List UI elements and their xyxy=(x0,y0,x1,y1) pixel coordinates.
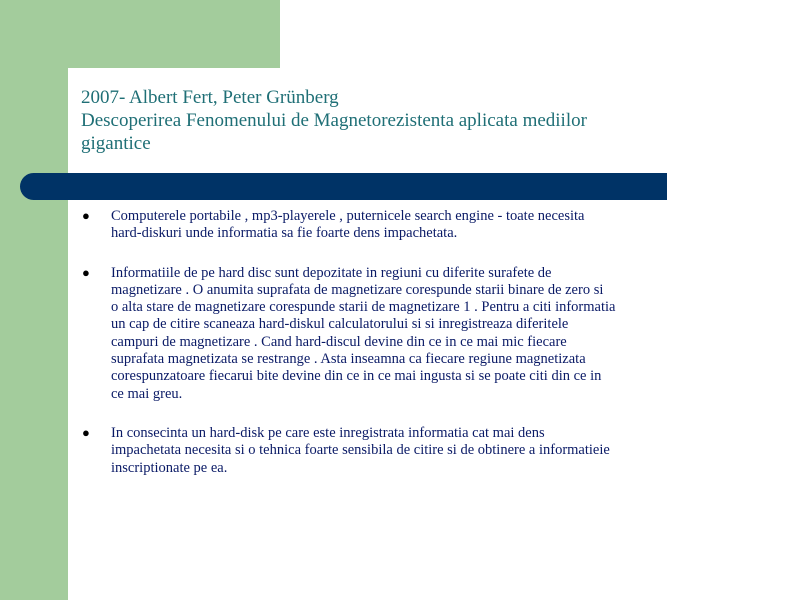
title-line-year-authors: 2007- Albert Fert, Peter Grünberg xyxy=(81,87,339,108)
bullet-item xyxy=(80,265,740,403)
bullet-item xyxy=(80,425,740,477)
bullet-text: In consecinta un hard-disk pe care este inregistrata informatia cat mai dens impachetata necesita si o tehnica foarte sensibila de citire si de obtinere a informatieie inscriptionate pe ea. xyxy=(111,424,610,476)
bullet-item xyxy=(80,208,740,243)
title-line-discovery: Descoperirea Fenomenului de Magnetorezistenta aplicata mediilor xyxy=(81,110,587,131)
green-top-band xyxy=(68,0,280,68)
bullet-text: Informatiile de pe hard disc sunt depozitate in regiuni cu diferite surafete de magnetizare . O anumita suprafata de magnetizare corespunde starii binare de zero si o alta stare de magnetizare corespunde starii de magnetizare 1 . Pentru a citi informatia un cap de citire scaneaza hard-diskul calculatorului si si inregistreaza diferitele campuri de magnetizare . Cand hard-discul devine din ce in ce mai mic fiecare suprafata magnetizata se restrange . Asta inseamna ca fiecare regiune magnetizata corespunzatoare fiecarui bite devine din ce in ce mai ingusta si se poate citi din ce in ce mai greu. xyxy=(111,264,616,402)
bullet-text: Computerele portabile , mp3-playerele , puternicele search engine - toate necesita hard-diskuri unde informatia sa fie foarte dens impachetata. xyxy=(111,208,585,242)
title-line-continuation: gigantice xyxy=(81,133,151,154)
green-side-band xyxy=(0,0,68,600)
title-divider-bar xyxy=(20,173,667,200)
bullet-list xyxy=(80,208,740,499)
bullet-dot-icon: ● xyxy=(82,424,90,440)
slide-title xyxy=(81,86,721,155)
bullet-dot-icon: ● xyxy=(82,264,90,280)
bullet-dot-icon: ● xyxy=(82,208,90,223)
